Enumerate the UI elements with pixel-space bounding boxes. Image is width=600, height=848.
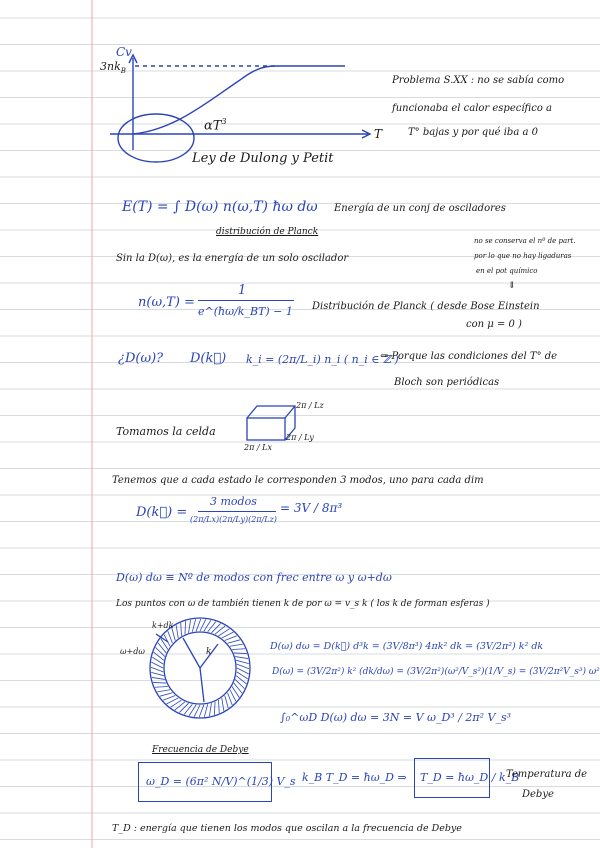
omega-d-formula: ω_D = (6π² N/V)^(1/3) V_s (146, 775, 296, 788)
hatch-stroke (151, 667, 163, 672)
hatch-stroke (185, 621, 186, 634)
hatch-stroke (232, 649, 245, 650)
dos-definition: D(ω) dω ≡ Nº de modos con frec entre ω y ω+dω (116, 571, 392, 584)
hatch-stroke (227, 693, 232, 705)
planck-note-1: Distribución de Planck ( desde Bose Einstein (312, 301, 540, 312)
hatch-stroke (153, 682, 166, 683)
bloch-note-1: ⇐ Porque las condiciones del T° de (380, 351, 558, 362)
hatch-stroke (225, 636, 237, 641)
single-oscillator-text: Sin la D(ω), es la energía de un solo oscilador (116, 253, 349, 264)
hatch-stroke (214, 702, 215, 715)
side-note-arrow: ⇓ (508, 281, 516, 291)
hatch-stroke (227, 640, 240, 643)
side-note-3: en el pot químico (476, 267, 538, 275)
hatch-stroke (181, 623, 182, 636)
kt-relation: k_B T_D = ħω_D ⇒ (302, 771, 407, 784)
dk-numerator: 3 modos (210, 495, 257, 508)
shell-inner-label: k+dk (152, 621, 174, 630)
hatch-stroke (237, 664, 249, 669)
problem-note-line-1: Problema S.XX : no se sabía como (392, 75, 565, 86)
cell-label: Tomamos la celda (116, 425, 216, 438)
debye-title: Frecuencia de Debye (152, 745, 249, 755)
cell-front-label: 2π / Lx (244, 443, 272, 452)
dk-denominator: (2π/Lx)(2π/Ly)(2π/Lz) (190, 515, 277, 524)
td-label-1: Temperatura de (506, 769, 588, 780)
hatch-stroke (163, 695, 175, 700)
hatch-stroke (192, 619, 195, 632)
problem-note-line-3: T° bajas y por qué iba a 0 (408, 127, 538, 138)
dos-ki: k_i = (2π/L_i) n_i ( n_i ∈ ℤ ) (246, 353, 399, 366)
hatch-stroke (196, 619, 201, 631)
hatch-stroke (189, 620, 191, 633)
graph-y-label: Cv (116, 45, 132, 59)
side-note-1: no se conserva el nº de part. (474, 237, 576, 245)
hatch-stroke (151, 672, 164, 675)
hatch-stroke (160, 693, 173, 696)
hatch-stroke (235, 657, 248, 659)
planck-note-2: con μ = 0 ) (466, 319, 522, 330)
debye-footer: T_D : energía que tienen los modos que oscilan a la frecuencia de Debye (112, 823, 462, 834)
points-text: Los puntos con ω de también tienen k de por ω = v_s k ( los k de forman esferas ) (116, 599, 490, 609)
hatch-stroke (236, 660, 249, 663)
hatch-stroke (222, 698, 224, 711)
shell-eq3: ∫₀^ωD D(ω) dω = 3N = V ω_D³ / 2π² V_s³ (280, 711, 512, 724)
energy-note: Energía de un conj de osciladores (334, 203, 506, 214)
cell-top-label: 2π / Lz (296, 401, 324, 410)
td-label-2: Debye (522, 789, 554, 800)
shell-eq1: D(ω) dω = D(k⃗) d³k = (3V/8π³) 4πk² dk = (3V/2π²) k² dk (270, 641, 544, 652)
shell-outer-label: ω+dω (120, 647, 145, 656)
hatch-stroke (152, 677, 165, 679)
k-space-shell (150, 618, 250, 718)
planck-fraction-bar (198, 300, 294, 301)
shell-eq2: D(ω) = (3V/2π²) k² (dk/dω) = (3V/2π²)(ω²/V_s²)(1/V_s) = (3V/2π²V_s³) ω² (272, 667, 600, 677)
planck-label: distribución de Planck (216, 227, 319, 237)
energy-formula: E(T) = ∫ D(ω) n(ω,T) ħω dω (122, 199, 318, 215)
planck-lhs: n(ω,T) = (138, 295, 195, 310)
hatch-stroke (204, 704, 207, 717)
dk-rhs: = 3V / 8π³ (280, 501, 343, 515)
modes-text: Tenemos que a cada estado le corresponden 3 modos, uno para cada dim (112, 475, 484, 486)
hatch-stroke (219, 700, 220, 713)
hatch-stroke (209, 703, 211, 716)
planck-denominator: e^(ħω/k_BT) − 1 (198, 305, 293, 318)
hatch-stroke (168, 631, 173, 643)
td-formula: T_D = ħω_D / k_B (420, 771, 520, 784)
cell-side-label: 2π / Ly (286, 433, 314, 442)
hatch-stroke (157, 690, 170, 692)
graph-curve-label: $\alpha T^3$ (204, 117, 227, 134)
planck-numerator: 1 (238, 283, 247, 298)
graph-x-label: T (374, 127, 383, 141)
dk-fraction-bar (198, 511, 276, 512)
problem-note-line-2: funcionaba el calor específico a (392, 103, 552, 114)
graph-caption: Ley de Dulong y Petit (192, 151, 334, 166)
dk-lhs: D(k⃗) = (136, 505, 188, 520)
side-note-2: por lo que no hay ligaduras (474, 252, 572, 260)
dos-question: ¿D(ω)? (118, 351, 164, 366)
dos-dk: D(k⃗) (190, 351, 227, 366)
hatch-stroke (225, 695, 228, 708)
graph-y-mark: $3nk_B$ (100, 60, 126, 76)
graph-low-T-ellipse (118, 114, 194, 162)
hatch-stroke (155, 687, 168, 688)
hatch-stroke (234, 653, 247, 654)
shell-k-label: k (206, 647, 212, 657)
bloch-note-2: Bloch son periódicas (394, 377, 500, 388)
hatch-stroke (230, 644, 243, 646)
